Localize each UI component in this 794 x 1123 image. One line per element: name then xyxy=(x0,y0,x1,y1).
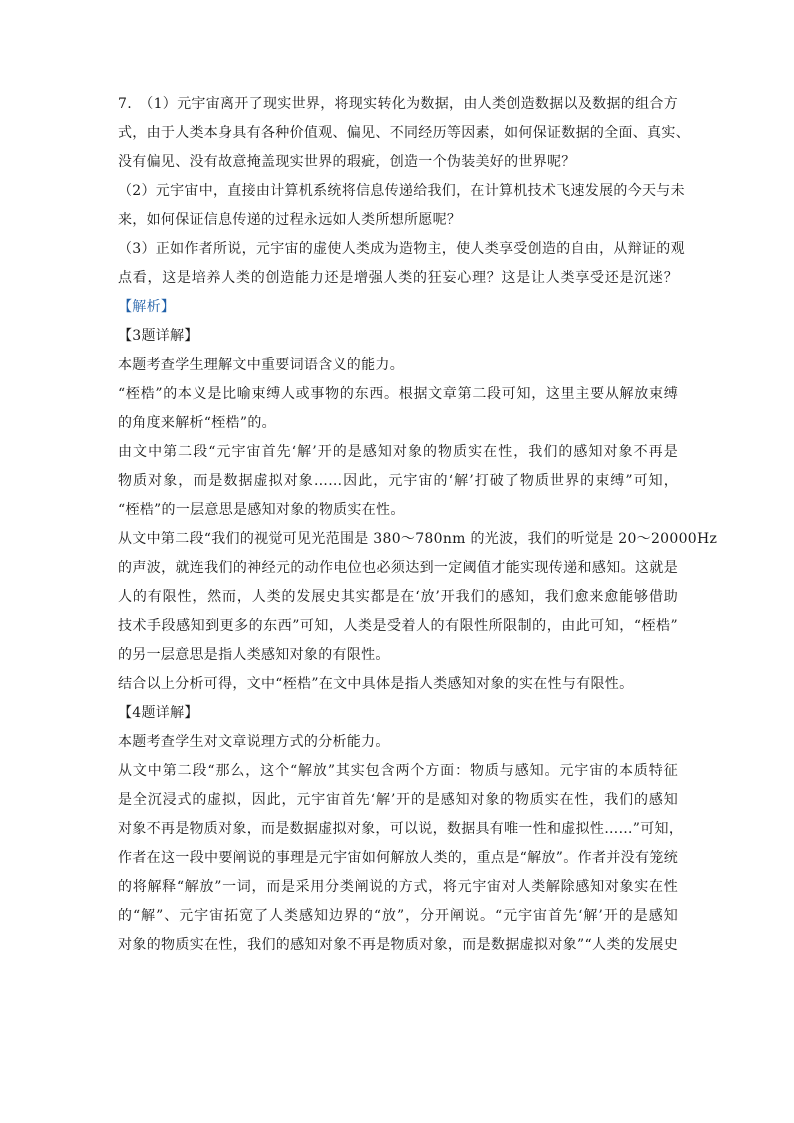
text-line: 从文中第二段“我们的视觉可见光范围是 380～780nm 的光波，我们的听觉是 20～20000Hz xyxy=(118,531,718,547)
text-line: 没有偏见、没有故意掩盖现实世界的瑕疵，创造一个伪装美好的世界呢？ xyxy=(118,154,576,170)
text-line: 作者在这一段中要阐说的事理是元宇宙如何解放人类的，重点是“解放”。作者并没有笼统 xyxy=(118,850,678,866)
text-line: 来，如何保证信息传递的过程永远如人类所想所愿呢？ xyxy=(118,212,462,228)
text-line: 对象不再是物质对象，而是数据虚拟对象，可以说，数据具有唯一性和虚拟性……”可知， xyxy=(118,821,684,837)
document-body xyxy=(118,90,718,960)
text-line: 的“解”、元宇宙拓宽了人类感知边界的“放”，分开阐说。“元宇宙首先‘解’开的是感知 xyxy=(118,908,678,924)
text-line: 的声波，就连我们的神经元的动作电位也必须达到一定阈值才能实现传递和感知。这就是 xyxy=(118,560,678,576)
text-line: （3）正如作者所说，元宇宙的虚使人类成为造物主，使人类享受创造的自由，从辩证的观 xyxy=(118,241,685,257)
section-heading: 【3题详解】 xyxy=(118,328,199,344)
analysis-heading: 【解析】 xyxy=(118,299,176,315)
text-line: 对象的物质实在性，我们的感知对象不再是物质对象，而是数据虚拟对象”“人类的发展史 xyxy=(118,937,678,953)
text-line: “桎梏”的本义是比喻束缚人或事物的东西。根据文章第二段可知，这里主要从解放束缚 xyxy=(118,386,678,402)
text-line: 技术手段感知到更多的东西”可知，人类是受着人的有限性所限制的，由此可知，“桎梏” xyxy=(118,618,678,634)
text-line: 从文中第二段“那么，这个“解放”其实包含两个方面：物质与感知。元宇宙的本质特征 xyxy=(118,763,678,779)
text-line: 由文中第二段“元宇宙首先‘解’开的是感知对象的物质实在性，我们的感知对象不再是 xyxy=(118,444,678,460)
text-line: 本题考查学生对文章说理方式的分析能力。 xyxy=(118,734,390,750)
text-line: 物质对象，而是数据虚拟对象……因此，元宇宙的‘解’打破了物质世界的束缚”可知， xyxy=(118,473,678,489)
text-line: 式，由于人类本身具有各种价值观、偏见、不同经历等因素，如何保证数据的全面、真实、 xyxy=(118,125,690,141)
text-line: （2）元宇宙中，直接由计算机系统将信息传递给我们，在计算机技术飞速发展的今天与未 xyxy=(118,183,685,199)
text-line: 结合以上分析可得，文中“桎梏”在文中具体是指人类感知对象的实在性与有限性。 xyxy=(118,676,634,692)
text-line: 是全沉浸式的虚拟，因此，元宇宙首先‘解’开的是感知对象的物质实在性，我们的感知 xyxy=(118,792,678,808)
section-heading: 【4题详解】 xyxy=(118,705,199,721)
text-line: 的角度来解析“桎梏”的。 xyxy=(118,415,276,431)
text-line: 点看，这是培养人类的创造能力还是增强人类的狂妄心理？这是让人类享受还是沉迷？ xyxy=(118,270,678,286)
text-line: 本题考查学生理解文中重要词语含义的能力。 xyxy=(118,357,404,373)
text-line: 7. （1）元宇宙离开了现实世界，将现实转化为数据，由人类创造数据以及数据的组合方 xyxy=(118,96,678,112)
text-line: 人的有限性，然而，人类的发展史其实都是在‘放’开我们的感知，我们愈来愈能够借助 xyxy=(118,589,678,605)
text-line: 的将解释“解放”一词，而是采用分类阐说的方式，将元宇宙对人类解除感知对象实在性 xyxy=(118,879,678,895)
text-line: “桎梏”的一层意思是感知对象的物质实在性。 xyxy=(118,502,405,518)
text-line: 的另一层意思是指人类感知对象的有限性。 xyxy=(118,647,390,663)
